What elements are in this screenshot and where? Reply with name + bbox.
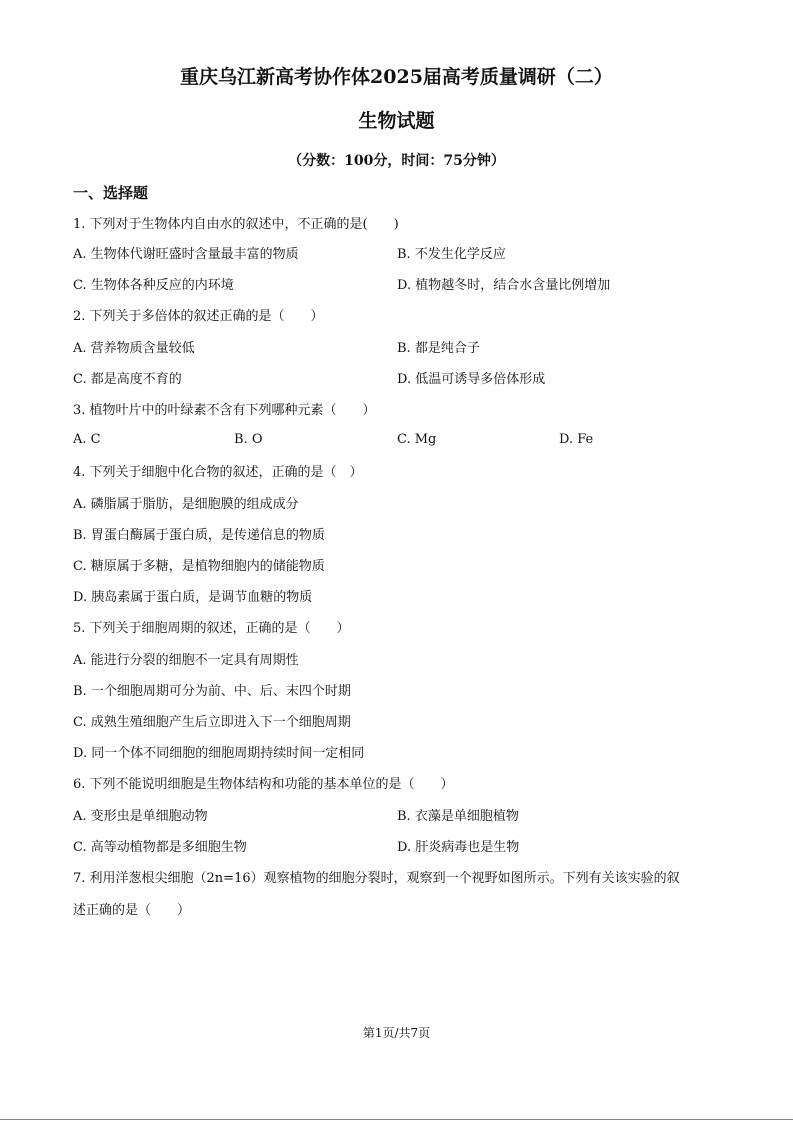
q5-option-b: B. 一个细胞周期可分为前、中、后、末四个时期 bbox=[73, 684, 351, 699]
q6-option-a: A. 变形虫是单细胞动物 bbox=[73, 809, 208, 824]
q3-option-a: A. C bbox=[73, 432, 101, 447]
q4-option-d: D. 胰岛素属于蛋白质，是调节血糖的物质 bbox=[73, 590, 313, 605]
q5-option-d: D. 同一个体不同细胞的细胞周期持续时间一定相同 bbox=[73, 746, 365, 761]
exam-info: （分数：100分，时间：75分钟） bbox=[288, 153, 505, 169]
q1-option-d: D. 植物越冬时，结合水含量比例增加 bbox=[397, 278, 611, 293]
q3-stem: 3. 植物叶片中的叶绿素不含有下列哪种元素（ ） bbox=[73, 403, 376, 418]
q6-option-c: C. 高等动植物都是多细胞生物 bbox=[73, 840, 247, 855]
q4-option-c: C. 糖原属于多糖，是植物细胞内的储能物质 bbox=[73, 559, 325, 574]
q3-option-c: C. Mg bbox=[397, 432, 437, 447]
exam-title: 重庆乌江新高考协作体2025届高考质量调研（二） bbox=[180, 66, 613, 88]
q5-option-a: A. 能进行分裂的细胞不一定具有周期性 bbox=[73, 653, 299, 668]
q1-option-c: C. 生物体各种反应的内环境 bbox=[73, 278, 234, 293]
subject-title: 生物试题 bbox=[358, 110, 435, 132]
q6-stem: 6. 下列不能说明细胞是生物体结构和功能的基本单位的是（ ） bbox=[73, 777, 454, 792]
q2-option-c: C. 都是高度不育的 bbox=[73, 372, 182, 387]
q1-stem: 1. 下列对于生物体内自由水的叙述中，不正确的是( ) bbox=[73, 217, 399, 232]
q3-option-d: D. Fe bbox=[559, 432, 594, 447]
q1-option-a: A. 生物体代谢旺盛时含量最丰富的物质 bbox=[73, 247, 299, 262]
q3-option-b: B. O bbox=[234, 432, 263, 447]
q6-option-b: B. 衣藻是单细胞植物 bbox=[397, 809, 519, 824]
q7-stem-line2: 述正确的是（ ） bbox=[73, 903, 191, 918]
q2-stem: 2. 下列关于多倍体的叙述正确的是（ ） bbox=[73, 309, 324, 324]
q4-stem: 4. 下列关于细胞中化合物的叙述，正确的是（ ） bbox=[73, 465, 363, 480]
q2-option-d: D. 低温可诱导多倍体形成 bbox=[397, 372, 546, 387]
bottom-divider bbox=[0, 1119, 793, 1120]
q5-option-c: C. 成熟生殖细胞产生后立即进入下一个细胞周期 bbox=[73, 715, 351, 730]
q4-option-b: B. 胃蛋白酶属于蛋白质，是传递信息的物质 bbox=[73, 528, 325, 543]
q4-option-a: A. 磷脂属于脂肪，是细胞膜的组成成分 bbox=[73, 497, 299, 512]
section-heading: 一、选择题 bbox=[73, 184, 149, 202]
q6-option-d: D. 肝炎病毒也是生物 bbox=[397, 840, 520, 855]
q1-option-b: B. 不发生化学反应 bbox=[397, 247, 506, 262]
q2-option-b: B. 都是纯合子 bbox=[397, 341, 480, 356]
q5-stem: 5. 下列关于细胞周期的叙述，正确的是（ ） bbox=[73, 621, 350, 636]
q7-stem-line1: 7. 利用洋葱根尖细胞（2n=16）观察植物的细胞分裂时，观察到一个视野如图所示。下列有关该实验的叙 bbox=[73, 871, 680, 886]
page-number: 第1页/共7页 bbox=[362, 1026, 431, 1040]
q2-option-a: A. 营养物质含量较低 bbox=[73, 341, 195, 356]
